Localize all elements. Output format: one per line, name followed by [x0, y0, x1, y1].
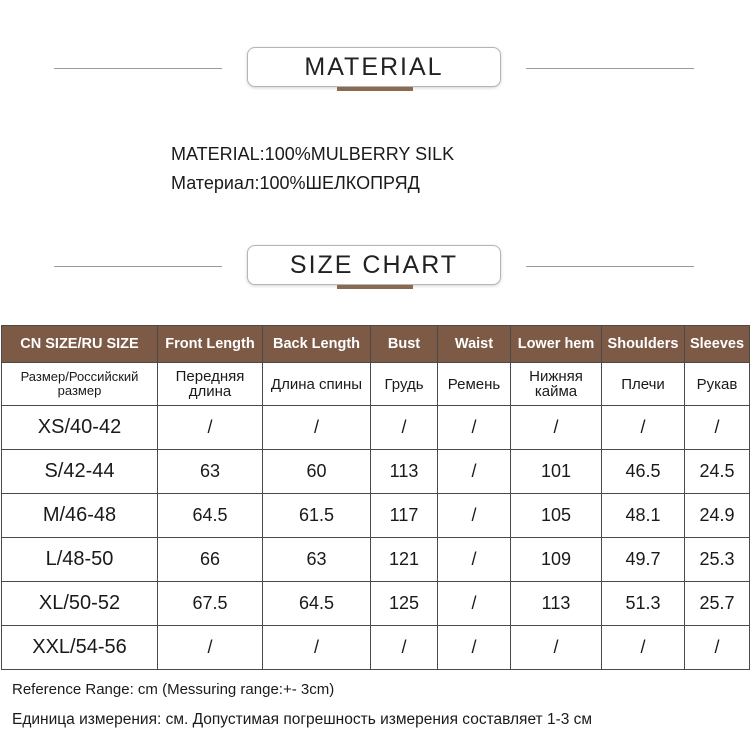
table-cell: /	[158, 406, 263, 450]
column-header: Waist	[438, 326, 511, 363]
size-chart-section-header	[0, 245, 750, 291]
table-cell: 66	[158, 538, 263, 582]
column-header-ru: Длина спины	[263, 363, 371, 406]
table-cell: 25.3	[685, 538, 750, 582]
table-cell: 61.5	[263, 494, 371, 538]
table-cell: 51.3	[602, 582, 685, 626]
table-row	[2, 406, 750, 450]
column-header-ru: Передняя длина	[158, 363, 263, 406]
column-header-ru: Рукав	[685, 363, 750, 406]
title-accent-bar	[337, 87, 413, 91]
table-cell: /	[602, 406, 685, 450]
size-chart-title: SIZE CHART	[247, 245, 501, 285]
size-cell: M/46-48	[2, 494, 158, 538]
table-header-row-ru	[2, 363, 750, 406]
table-cell: 46.5	[602, 450, 685, 494]
table-cell: 63	[158, 450, 263, 494]
column-header: Sleeves	[685, 326, 750, 363]
table-cell: /	[685, 626, 750, 670]
column-header: Lower hem	[511, 326, 602, 363]
table-cell: 113	[371, 450, 438, 494]
column-header: Front Length	[158, 326, 263, 363]
column-header-ru: Нижняя кайма	[511, 363, 602, 406]
table-cell: /	[438, 538, 511, 582]
table-row	[2, 538, 750, 582]
column-header: Back Length	[263, 326, 371, 363]
table-row	[2, 494, 750, 538]
table-cell: /	[438, 582, 511, 626]
divider-right	[526, 68, 694, 69]
column-header-ru: Размер/Российский размер	[2, 363, 158, 406]
divider-left	[54, 68, 222, 69]
table-cell: /	[263, 406, 371, 450]
table-cell: 48.1	[602, 494, 685, 538]
table-row	[2, 582, 750, 626]
size-cell: L/48-50	[2, 538, 158, 582]
table-cell: /	[158, 626, 263, 670]
table-cell: 64.5	[158, 494, 263, 538]
table-cell: /	[602, 626, 685, 670]
material-line-ru: Материал:100%ШЕЛКОПРЯД	[171, 173, 420, 193]
table-cell: 64.5	[263, 582, 371, 626]
table-cell: 24.5	[685, 450, 750, 494]
size-chart-table	[1, 325, 750, 670]
table-cell: 117	[371, 494, 438, 538]
table-cell: 101	[511, 450, 602, 494]
divider-left	[54, 266, 222, 267]
reference-range-en: Reference Range: cm (Messuring range:+- 3cm)	[12, 681, 335, 698]
column-header-ru: Плечи	[602, 363, 685, 406]
table-cell: /	[511, 406, 602, 450]
table-cell: /	[511, 626, 602, 670]
table-cell: /	[438, 626, 511, 670]
size-cell: XS/40-42	[2, 406, 158, 450]
size-cell: S/42-44	[2, 450, 158, 494]
table-cell: 60	[263, 450, 371, 494]
title-accent-bar	[337, 285, 413, 289]
table-cell: 109	[511, 538, 602, 582]
table-cell: 121	[371, 538, 438, 582]
table-cell: 49.7	[602, 538, 685, 582]
table-header-row-en	[2, 326, 750, 363]
table-cell: 67.5	[158, 582, 263, 626]
table-row	[2, 450, 750, 494]
table-cell: 125	[371, 582, 438, 626]
column-header: Bust	[371, 326, 438, 363]
material-line-en: MATERIAL:100%MULBERRY SILK	[171, 144, 455, 164]
divider-right	[526, 266, 694, 267]
table-cell: 105	[511, 494, 602, 538]
table-cell: /	[371, 626, 438, 670]
table-row	[2, 626, 750, 670]
column-header: Shoulders	[602, 326, 685, 363]
table-cell: /	[263, 626, 371, 670]
size-cell: XL/50-52	[2, 582, 158, 626]
column-header: CN SIZE/RU SIZE	[2, 326, 158, 363]
table-cell: /	[438, 406, 511, 450]
table-cell: /	[371, 406, 438, 450]
table-cell: /	[438, 494, 511, 538]
table-cell: 63	[263, 538, 371, 582]
table-cell: /	[685, 406, 750, 450]
reference-range-ru: Единица измерения: см. Допустимая погрешность измерения составляет 1-3 см	[12, 711, 593, 728]
size-cell: XXL/54-56	[2, 626, 158, 670]
table-cell: 25.7	[685, 582, 750, 626]
column-header-ru: Ремень	[438, 363, 511, 406]
table-cell: 24.9	[685, 494, 750, 538]
material-title: MATERIAL	[247, 47, 501, 87]
material-section-header	[0, 47, 750, 93]
column-header-ru: Грудь	[371, 363, 438, 406]
table-cell: /	[438, 450, 511, 494]
table-cell: 113	[511, 582, 602, 626]
